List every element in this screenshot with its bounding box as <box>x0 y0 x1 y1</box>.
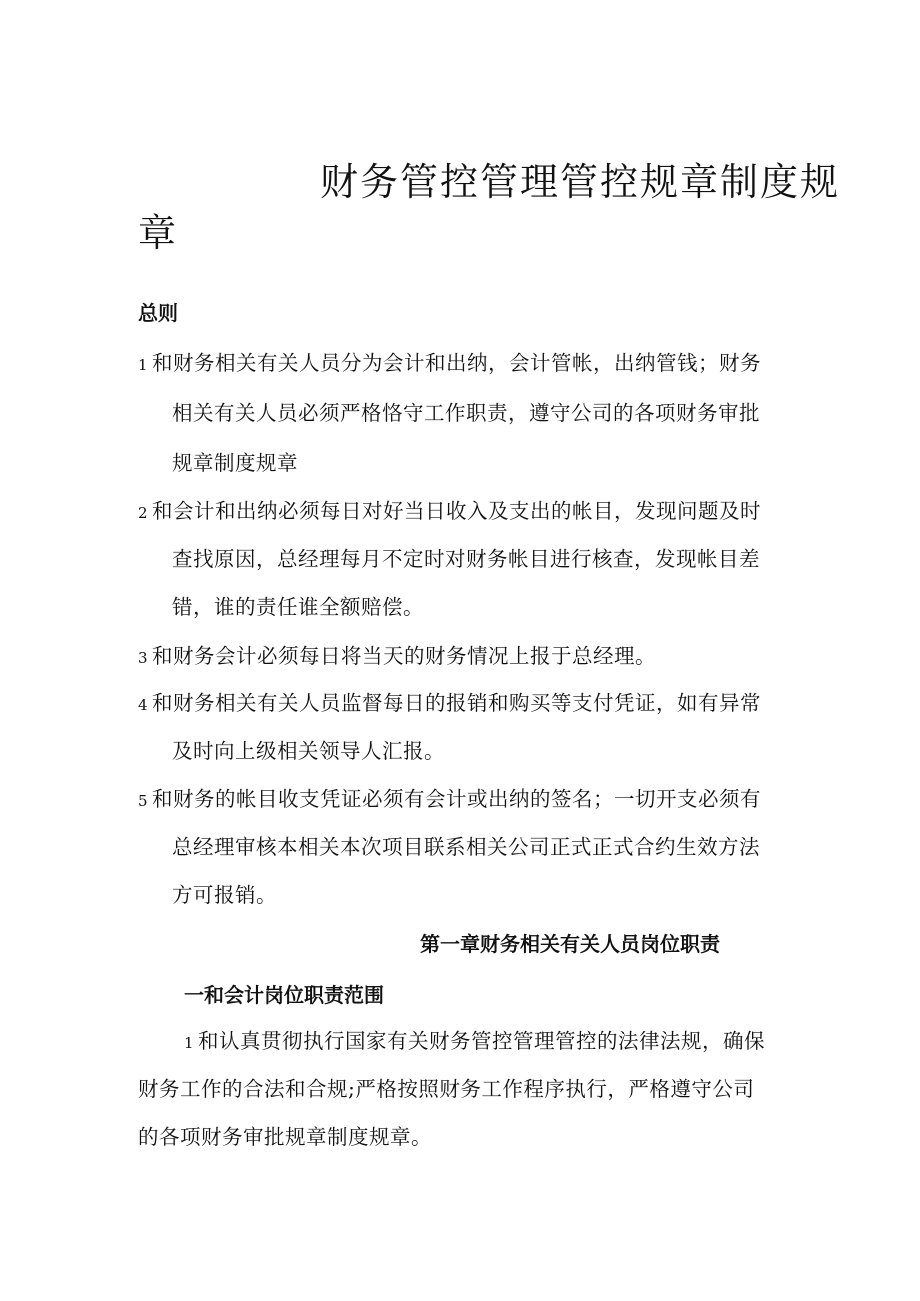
item-2-line-1 <box>138 501 761 522</box>
item-5-line-2: 总经理审核本相关本次项目联系相关公司正式正式合约生效方法 <box>172 835 760 859</box>
item-text: 和认真贯彻执行国家有关财务管控管理管控的法律法规，确保 <box>198 1029 766 1053</box>
item-number: 1 <box>184 1034 195 1052</box>
item-number: 4 <box>138 696 149 714</box>
item-1-line-2: 相关有关人员必须严格恪守工作职责，遵守公司的各项财务审批 <box>172 401 760 425</box>
item-2-line-3: 错，谁的责任谁全额赔偿。 <box>172 595 424 619</box>
general-heading: 总则 <box>138 301 178 325</box>
item-number: 2 <box>138 504 149 522</box>
item-1-line-3: 规章制度规章 <box>172 451 298 475</box>
item-number: 1 <box>138 356 149 374</box>
item-2-line-2: 查找原因，总经理每月不定时对财务帐目进行核查，发现帐目差 <box>172 547 760 571</box>
item-1-line-1 <box>138 353 761 374</box>
item-number: 5 <box>138 792 149 810</box>
item-number: 3 <box>138 649 149 667</box>
item-text: 和财务相关有关人员分为会计和出纳，会计管帐，出纳管钱；财务 <box>152 351 762 375</box>
item-4-line-1 <box>138 693 761 714</box>
item-text: 和财务会计必须每日将当天的财务情况上报于总经理。 <box>152 644 657 668</box>
chapter-1-heading: 第一章财务相关有关人员岗位职责 <box>420 932 720 956</box>
item-3-line-1 <box>138 646 656 667</box>
item-5-line-3: 方可报销。 <box>172 883 277 907</box>
item-text: 和财务的帐目收支凭证必须有会计或出纳的签名；一切开支必须有 <box>152 787 762 811</box>
section-1-item-line-2: 财务工作的合法和合规;严格按照财务工作程序执行，严格遵守公司 <box>138 1077 755 1101</box>
document-title-line-1: 财务管控管理管控规章制度规 <box>320 160 841 204</box>
item-text: 和财务相关有关人员监督每日的报销和购买等支付凭证，如有异常 <box>152 691 762 715</box>
item-text: 和会计和出纳必须每日对好当日收入及支出的帐目，发现问题及时 <box>152 499 762 523</box>
item-4-line-2: 及时向上级相关领导人汇报。 <box>172 739 445 763</box>
item-5-line-1 <box>138 789 761 810</box>
section-1-item-line-3: 的各项财务审批规章制度规章。 <box>138 1125 432 1149</box>
section-1-item-line-1 <box>184 1031 765 1052</box>
document-title-line-2: 章 <box>138 211 179 255</box>
section-1-heading: 一和会计岗位职责范围 <box>184 983 384 1007</box>
